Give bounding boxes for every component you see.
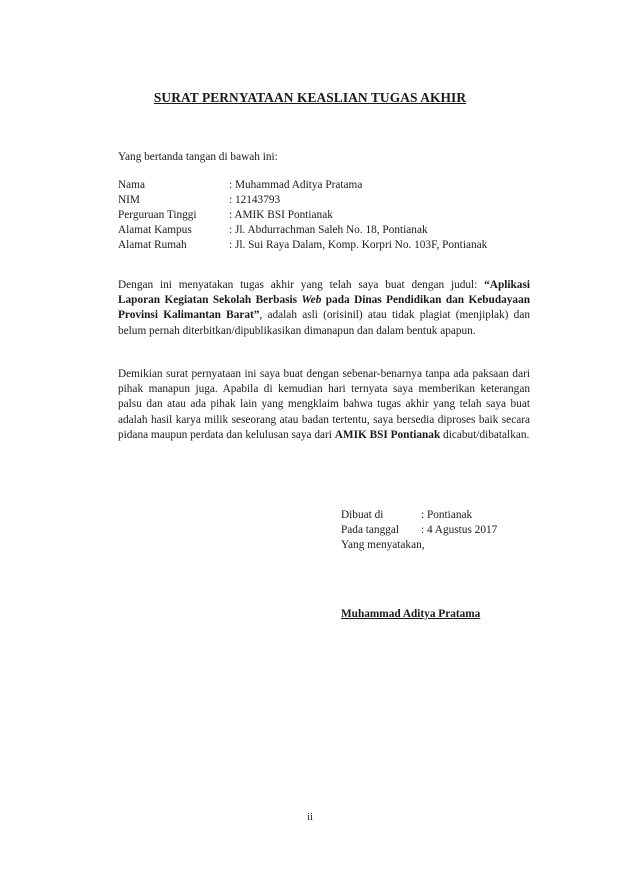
identity-row <box>118 193 487 208</box>
statement-paragraph <box>118 278 530 339</box>
intro-text: Yang bertanda tangan di bawah ini: <box>118 151 278 163</box>
identity-row <box>118 208 487 223</box>
identity-block <box>118 178 487 253</box>
page-number: ii <box>307 812 313 823</box>
identity-label: Alamat Rumah <box>118 239 187 251</box>
identity-value: : Muhammad Aditya Pratama <box>229 179 363 191</box>
declaration-text-end: dicabut/dibatalkan. <box>440 428 530 441</box>
statement-text: Dengan ini menyatakan tugas akhir yang telah saya buat dengan judul: <box>118 279 485 291</box>
closing-text: Yang menyatakan, <box>341 539 425 551</box>
identity-value: : AMIK BSI Pontianak <box>229 209 333 221</box>
identity-value: : Jl. Abdurrachman Saleh No. 18, Pontianak <box>229 224 428 236</box>
declaration-paragraph <box>118 367 530 443</box>
declaration-text: Demikian surat pernyataan ini saya buat dengan sebenar-benarnya tanpa ada paksaan dari pihak manapun juga. Apabila di kemudian hari ternyata saya memberikan keterangan palsu dan atau ada pihak lain yang mengklaim bahwa tugas akhir yang telah saya buat adalah hasil karya milik seseorang atau badan tertentu, saya bersedia diproses baik secara pidana maupun perdata dan kelulusan saya dari <box>118 368 530 441</box>
signature-block <box>341 508 497 553</box>
thesis-title: “Aplikasi Laporan Kegiatan Sekolah Berbasis Web pada Dinas Pendidikan dan Kebudayaan Provinsi Kalimantan Barat” <box>118 279 531 322</box>
identity-label: Perguruan Tinggi <box>118 209 197 221</box>
institution-name: AMIK BSI Pontianak <box>334 428 441 441</box>
document-title: SURAT PERNYATAAN KEASLIAN TUGAS AKHIR <box>153 90 467 105</box>
statement-text-end: , adalah asli (orisinil) atau tidak plagiat (menjiplak) dan belum pernah diterbitkan/dipublikasikan dimanapun dan dalam bentuk apapun. <box>118 309 530 337</box>
place-label: Dibuat di <box>341 509 384 521</box>
identity-row <box>118 178 487 193</box>
identity-label: NIM <box>118 194 140 206</box>
identity-row <box>118 238 487 253</box>
identity-value: : 12143793 <box>229 194 281 206</box>
identity-label: Nama <box>118 179 145 191</box>
identity-value: : Jl. Sui Raya Dalam, Komp. Korpri No. 103F, Pontianak <box>229 239 488 251</box>
place-value: : Pontianak <box>421 509 473 521</box>
date-label: Pada tanggal <box>341 524 400 536</box>
identity-row <box>118 223 487 238</box>
signer-name: Muhammad Aditya Pratama <box>341 608 481 620</box>
identity-label: Alamat Kampus <box>118 224 192 236</box>
date-value: : 4 Agustus 2017 <box>421 524 498 536</box>
